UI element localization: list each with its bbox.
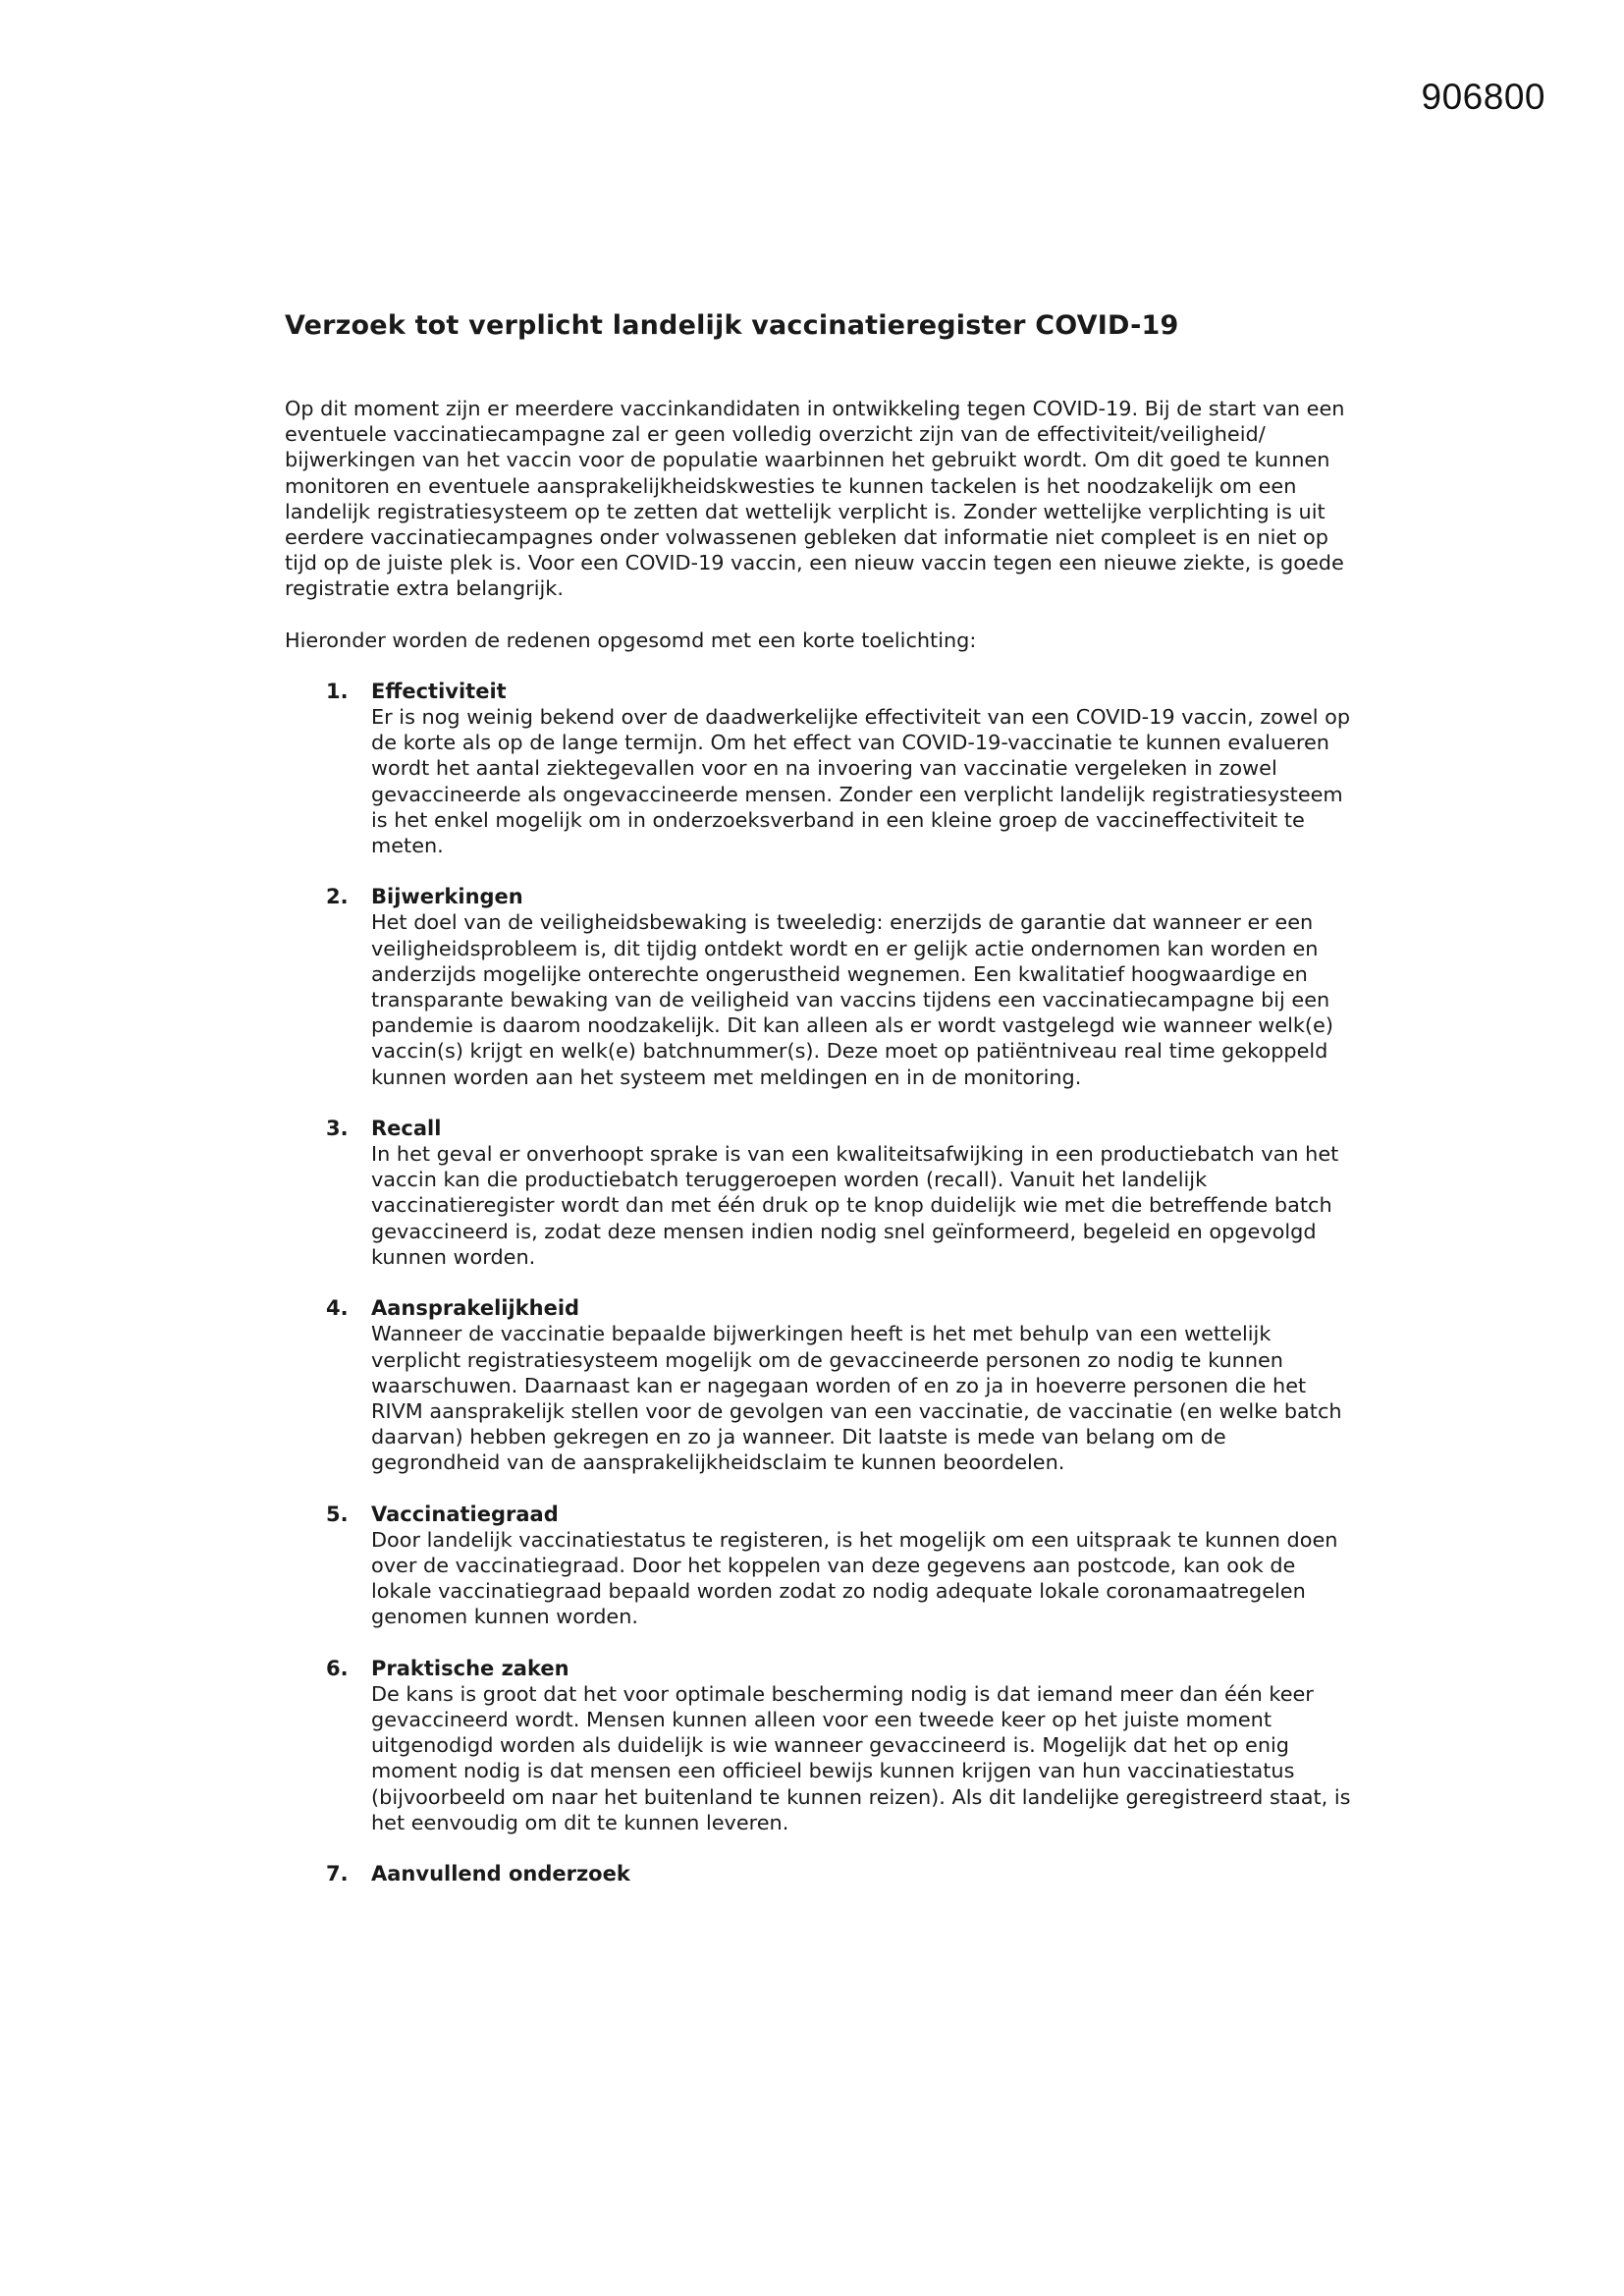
- item-number: 6.: [326, 1656, 349, 1680]
- item-number: 1.: [326, 679, 349, 703]
- item-text: Er is nog weinig bekend over de daadwerkelijke effectiviteit van een COVID-19 vaccin, zowel op de korte als op de lange termijn. Om het effect van COVID-19-vaccinatie te kunnen evalueren wordt het aantal ziektegevallen voor en na invoering van vaccinatie vergeleken in zowel gevaccineerde als ongevaccineerde mensen. Zonder een verplicht landelijk registratiesysteem is het enkel mogelijk om in onderzoeksverband in een kleine groep de vaccineffectiviteit te meten.: [371, 705, 1351, 858]
- item-title: Aanvullend onderzoek: [371, 1861, 630, 1886]
- item-number: 4.: [326, 1296, 349, 1321]
- item-title: Effectiviteit: [371, 679, 507, 703]
- item-number: 5.: [326, 1502, 349, 1526]
- item-title: Bijwerkingen: [371, 885, 523, 909]
- item-text: Wanneer de vaccinatie bepaalde bijwerkingen heeft is het met behulp van een wettelijk verplicht registratiesysteem mogelijk om de gevaccineerde personen zo nodig te kunnen waarschuwen. Daarnaast kan er nagegaan worden of en zo ja in hoeverre personen die het RIVM aansprakelijk stellen voor de gevolgen van een vaccinatie, de vaccinatie (en welke batch daarvan) hebben gekregen en zo ja wanneer. Dit laatste is mede van belang om de gegrondheid van de aansprakelijkheidsclaim te kunnen beoordelen.: [371, 1322, 1342, 1475]
- item-text: Het doel van de veiligheidsbewaking is tweeledig: enerzijds de garantie dat wanneer er een veiligheidsprobleem is, dit tijdig ontdekt wordt en er gelijk actie ondernomen kan worden en anderzijds mogelijke onterechte ongerustheid wegnemen. Een kwalitatief hoogwaardige en transparante bewaking van de veiligheid van vaccins tijdens een vaccinatiecampagne bij een pandemie is daarom noodzakelijk. Dit kan alleen als er wordt vastgelegd wie wanneer welk(e) vaccin(s) krijgt en welk(e) batchnummer(s). Deze moet op patiëntniveau real time gekoppeld kunnen worden aan het systeem met meldingen en in de monitoring.: [371, 910, 1333, 1089]
- document-number: 906800: [1421, 77, 1545, 117]
- item-text: Door landelijk vaccinatiestatus te registeren, is het mogelijk om een uitspraak te kunnen doen over de vaccinatiegraad. Door het koppelen van deze gegevens aan postcode, kan ook de lokale vaccinatiegraad bepaald worden zodat zo nodig adequate lokale coronamaatregelen genomen kunnen worden.: [371, 1527, 1338, 1629]
- item-text: In het geval er onverhoopt sprake is van een kwaliteitsafwijking in een productiebatch van het vaccin kan die productiebatch teruggeroepen worden (recall). Vanuit het landelijk vaccinatieregister wordt dan met één druk op te knop duidelijk wie met die betreffende batch gevaccineerd is, zodat deze mensen indien nodig snel geïnformeerd, begeleid en opgevolgd kunnen worden.: [371, 1142, 1339, 1269]
- document-body: [285, 310, 1355, 1912]
- list-item: [285, 1502, 1355, 1630]
- item-title: Praktische zaken: [371, 1656, 569, 1680]
- document-title: Verzoek tot verplicht landelijk vaccinatieregister COVID-19: [285, 310, 1179, 341]
- list-item: [285, 1861, 1355, 1886]
- item-title: Vaccinatiegraad: [371, 1502, 559, 1526]
- item-title: Recall: [371, 1116, 442, 1140]
- list-item: [285, 679, 1355, 858]
- list-intro: Hieronder worden de redenen opgesomd met een korte toelichting:: [285, 628, 977, 652]
- item-number: 7.: [326, 1861, 349, 1886]
- list-item: [285, 884, 1355, 1090]
- list-item: [285, 1295, 1355, 1475]
- list-item: [285, 1656, 1355, 1835]
- item-number: 2.: [326, 885, 349, 909]
- reasons-list: [285, 679, 1355, 1886]
- item-title: Aansprakelijkheid: [371, 1296, 580, 1321]
- item-text: De kans is groot dat het voor optimale bescherming nodig is dat iemand meer dan één keer gevaccineerd wordt. Mensen kunnen alleen voor een tweede keer op het juiste moment uitgenodigd worden als duidelijk is wie wanneer gevaccineerd is. Mogelijk dat het op enig moment nodig is dat mensen een officieel bewijs kunnen krijgen van hun vaccinatiestatus (bijvoorbeeld om naar het buitenland te kunnen reizen). Als dit landelijke geregistreerd staat, is het eenvoudig om dit te kunnen leveren.: [371, 1681, 1351, 1834]
- item-number: 3.: [326, 1116, 349, 1140]
- intro-paragraph: Op dit moment zijn er meerdere vaccinkandidaten in ontwikkeling tegen COVID-19. Bij de start van een eventuele vaccinatiecampagne zal er geen volledig overzicht zijn van de effectiviteit/veiligheid/ bijwerkingen van het vaccin voor de populatie waarbinnen het gebruikt wordt. Om dit goed te kunnen monitoren en eventuele aansprakelijkheidskwesties te kunnen tackelen is het noodzakelijk om een landelijk registratiesysteem op te zetten dat wettelijk verplicht is. Zonder wettelijke verplichting is uit eerdere vaccinatiecampagnes onder volwassenen gebleken dat informatie niet compleet is en niet op tijd op de juiste plek is. Voor een COVID-19 vaccin, een nieuw vaccin tegen een nieuwe ziekte, is goede registratie extra belangrijk.: [285, 397, 1345, 601]
- list-item: [285, 1116, 1355, 1270]
